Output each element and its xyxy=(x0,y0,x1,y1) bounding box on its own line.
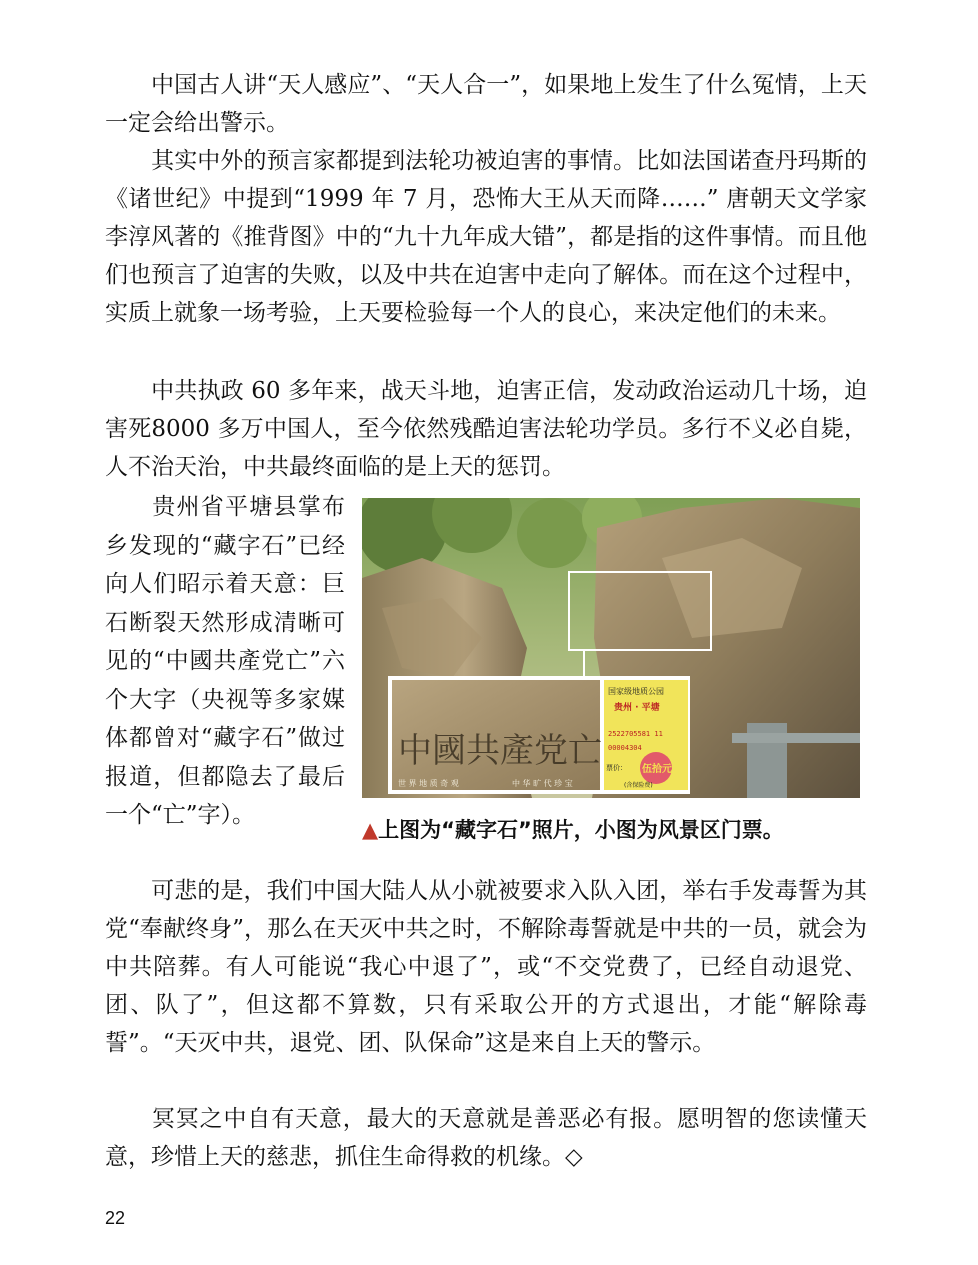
svg-text:票价：: 票价： xyxy=(606,764,627,772)
svg-text:伍拾元: 伍拾元 xyxy=(642,764,672,775)
svg-text:国家级地质公园: 国家级地质公园 xyxy=(608,687,664,696)
figure-caption: ▲上图为“藏字石”照片，小图为风景区门票。 xyxy=(362,818,784,842)
paragraph-1: 中国古人讲“天人感应”、“天人合一”，如果地上发生了什么冤情，上天一定会给出警示。 xyxy=(105,72,867,136)
inset-carved-text: 中國共產党亡 xyxy=(398,731,602,771)
svg-text:2522705581 11: 2522705581 11 xyxy=(608,730,663,738)
paragraph-4: 贵州省平塘县掌布乡发现的“藏字石”已经向人们昭示着天意：巨石断裂天然形成清晰可见的“中國共產党亡”六个大字（央视等多家媒体都曾对“藏字石”做过报道，但都隐去了最后一个“亡”字）。 xyxy=(105,494,345,828)
svg-text:中 华 旷 代 珍 宝: 中 华 旷 代 珍 宝 xyxy=(512,779,573,788)
paragraph-3: 中共执政 60 多年来，战天斗地，迫害正信，发动政治运动几十场，迫害死8000 多万中国人，至今依然残酷迫害法轮功学员。多行不义必自毙，人不治天治，中共最终面临的是上天的惩罚。 xyxy=(105,378,867,480)
paragraph-5: 可悲的是，我们中国大陆人从小就被要求入队入团，举右手发毒誓为其党“奉献终身”，那么在天灭中共之时，不解除毒誓就是中共的一员，就会为中共陪葬。有人可能说“我心中退了”，或“不交党费了，已经自动退党、团、队了”，但这都不算数，只有采取公开的方式退出，才能“解除毒誓”。“天灭中共，退党、团、队保命”这是来自上天的警示。 xyxy=(105,878,867,1056)
svg-text:(含保险费): (含保险费) xyxy=(624,782,653,789)
hidden-character-stone-photo xyxy=(362,498,860,798)
triangle-marker-icon: ▲ xyxy=(362,818,379,842)
page-number: 22 xyxy=(105,1208,126,1228)
paragraph-2: 其实中外的预言家都提到法轮功被迫害的事情。比如法国诺查丹玛斯的《诸世纪》中提到“1999 年 7 月，恐怖大王从天而降……” 唐朝天文学家李淳风著的《推背图》中的“九十九年成大错”，都是指的这件事情。而且他们也预言了迫害的失败，以及中共在迫害中走向了解体。而在这个过程中，实质上就象一场考验，上天要检验每一个人的良心，来决定他们的未来。 xyxy=(105,148,867,326)
paragraph-6: 冥冥之中自有天意，最大的天意就是善恶必有报。愿明智的您读懂天意，珍惜上天的慈悲，抓住生命得救的机缘。◇ xyxy=(105,1106,867,1170)
photo-illustration xyxy=(362,498,860,798)
svg-text:00004304: 00004304 xyxy=(608,744,642,752)
svg-text:贵州 · 平塘: 贵州 · 平塘 xyxy=(614,703,660,713)
svg-text:世 界 地 质 奇 观: 世 界 地 质 奇 观 xyxy=(398,779,459,788)
